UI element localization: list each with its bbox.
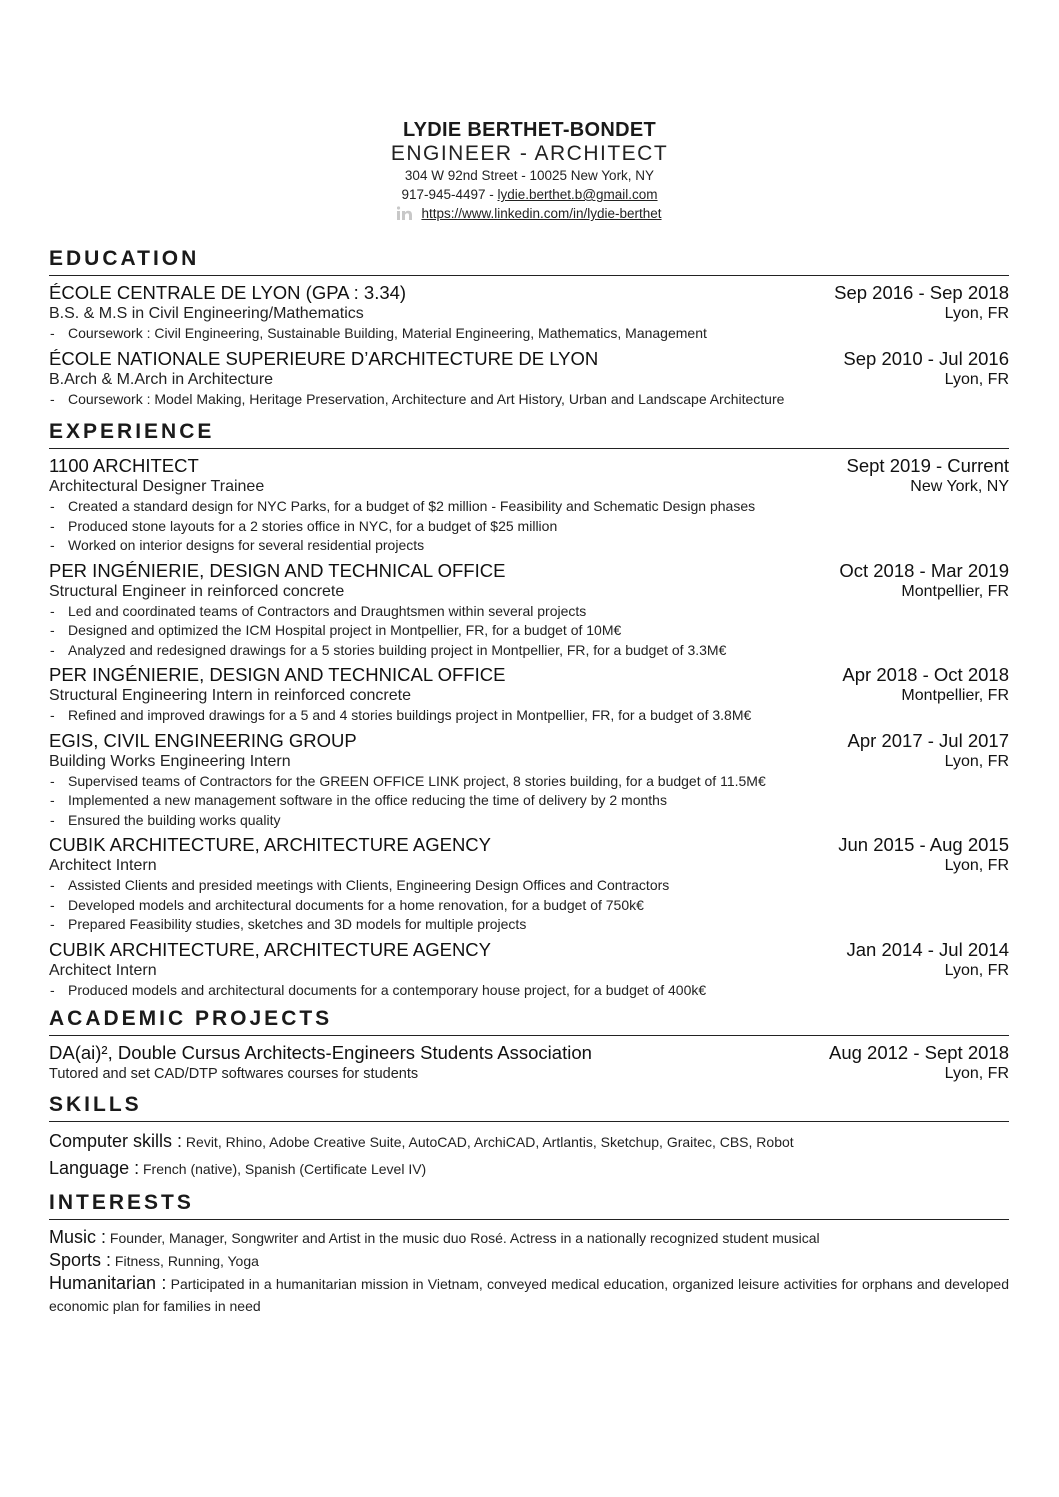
music-label: Music : xyxy=(49,1227,107,1247)
bullet-item: - Supervised teams of Contractors for the GREEN OFFICE LINK project, 8 stories building, for a budget of 11.5M€ xyxy=(49,772,1009,792)
company-name: PER INGÉNIERIE, DESIGN AND TECHNICAL OFFICE xyxy=(49,559,506,581)
entry-dates: Sep 2010 - Jul 2016 xyxy=(843,347,1009,369)
humanitarian-value: Participated in a humanitarian mission in Vietnam, conveyed medical education, organized leisure activities for orphans and developed economic plan for families in need xyxy=(49,1276,1010,1314)
education-entry xyxy=(49,348,1009,410)
entry-dates: Sept 2019 - Current xyxy=(846,455,1009,476)
entry-location: New York, NY xyxy=(910,478,1009,495)
address: 304 W 92nd Street - 10025 New York, NY xyxy=(404,168,655,183)
entry-location: Lyon, FR xyxy=(944,305,1009,322)
language-label: Language : xyxy=(49,1158,140,1178)
linkedin-icon xyxy=(397,206,413,220)
project-description: Tutored and set CAD/DTP softwares courses for students xyxy=(49,1066,419,1082)
bullet-item: - Assisted Clients and presided meetings with Clients, Engineering Design Offices and Contractors xyxy=(49,876,1009,896)
bullet-item: - Worked on interior designs for several residential projects xyxy=(49,536,1009,556)
interests-heading: INTERESTS xyxy=(49,1190,1009,1220)
entry-location: Montpellier, FR xyxy=(901,687,1009,704)
entry-dates: Jan 2014 - Jul 2014 xyxy=(846,938,1009,960)
education-entry xyxy=(49,282,1009,344)
linkedin-line xyxy=(0,204,1059,223)
language-value: French (native), Spanish (Certificate Level IV) xyxy=(142,1161,427,1177)
entry-location: Lyon, FR xyxy=(944,752,1009,770)
phone: 917-945-4497 xyxy=(401,187,486,202)
project-name: DA(ai)², Double Cursus Architects-Engineers Students Association xyxy=(49,1042,592,1063)
bullet-item: - Analyzed and redesigned drawings for a 5 stories building project in Montpellier, FR, for a budget of 3.3M€ xyxy=(49,641,1009,661)
job-title: Architectural Designer Trainee xyxy=(49,478,265,495)
entry-dates: Sep 2016 - Sep 2018 xyxy=(834,282,1009,303)
interest-music xyxy=(49,1226,1009,1249)
entry-location: Lyon, FR xyxy=(944,857,1009,874)
entry-location: Montpellier, FR xyxy=(901,582,1009,600)
experience-heading: EXPERIENCE xyxy=(49,419,1009,449)
entry-dates: Apr 2018 - Oct 2018 xyxy=(842,664,1009,685)
computer-skills-label: Computer skills : xyxy=(49,1131,183,1151)
bullet-item: - Produced stone layouts for a 2 stories office in NYC, for a budget of $25 million xyxy=(49,517,1009,537)
entry-dates: Aug 2012 - Sept 2018 xyxy=(828,1042,1009,1063)
computer-skills xyxy=(49,1128,1009,1155)
experience-entry xyxy=(49,834,1009,935)
humanitarian-label: Humanitarian : xyxy=(49,1273,167,1293)
education-heading: EDUCATION xyxy=(49,246,1009,276)
school-name: ÉCOLE CENTRALE DE LYON (GPA : 3.34) xyxy=(49,282,407,303)
entry-dates: Jun 2015 - Aug 2015 xyxy=(838,834,1009,855)
email-link[interactable]: lydie.berthet.b@gmail.com xyxy=(497,187,658,202)
bullet-item: - Implemented a new management software in the office reducing the time of delivery by 2 months xyxy=(49,791,1009,811)
experience-entry xyxy=(49,664,1009,726)
company-name: CUBIK ARCHITECTURE, ARCHITECTURE AGENCY xyxy=(49,938,492,960)
entry-dates: Oct 2018 - Mar 2019 xyxy=(839,559,1009,581)
company-name: CUBIK ARCHITECTURE, ARCHITECTURE AGENCY xyxy=(49,834,492,855)
job-title: Structural Engineer in reinforced concrete xyxy=(49,582,345,600)
company-name: 1100 ARCHITECT xyxy=(49,455,199,476)
phone-email-line xyxy=(0,185,1059,204)
linkedin-link[interactable]: https://www.linkedin.com/in/lydie-berthet xyxy=(421,206,662,221)
entry-location: Lyon, FR xyxy=(944,370,1009,388)
skills-heading: SKILLS xyxy=(49,1092,1009,1122)
sports-value: Fitness, Running, Yoga xyxy=(114,1253,259,1269)
job-title: Architect Intern xyxy=(49,857,157,874)
resume-header xyxy=(0,118,1059,223)
bullet-item: - Developed models and architectural documents for a home renovation, for a budget of 750k€ xyxy=(49,896,1009,916)
experience-entry xyxy=(49,560,1009,661)
interest-sports xyxy=(49,1249,1009,1272)
bullet-item: - Refined and improved drawings for a 5 and 4 stories buildings project in Montpellier, FR, for a budget of 3.8M€ xyxy=(49,706,1009,726)
job-title: Structural Engineering Intern in reinforced concrete xyxy=(49,687,411,704)
bullet-item: - Coursework : Civil Engineering, Sustainable Building, Material Engineering, Mathematics, Management xyxy=(49,324,1009,344)
degree: B.Arch & M.Arch in Architecture xyxy=(49,370,274,388)
bullet-item: - Led and coordinated teams of Contractors and Draughtsmen within several projects xyxy=(49,602,1009,622)
language-skills xyxy=(49,1155,1009,1182)
degree: B.S. & M.S in Civil Engineering/Mathematics xyxy=(49,305,364,322)
candidate-name: LYDIE BERTHET-BONDET xyxy=(402,119,657,141)
bullet-item: - Produced models and architectural documents for a contemporary house project, for a budget of 400k€ xyxy=(49,981,1009,1001)
phone-separator: - xyxy=(485,187,498,202)
resume-body xyxy=(49,242,1009,1317)
bullet-item: - Coursework : Model Making, Heritage Preservation, Architecture and Art History, Urban and Landscape Architecture xyxy=(49,390,1009,410)
entry-location: Lyon, FR xyxy=(944,1065,1009,1082)
bullet-item: - Created a standard design for NYC Parks, for a budget of $2 million - Feasibility and Schematic Design phases xyxy=(49,497,1009,517)
company-name: PER INGÉNIERIE, DESIGN AND TECHNICAL OFFICE xyxy=(49,664,506,685)
academic-projects-heading: ACADEMIC PROJECTS xyxy=(49,1006,1009,1036)
job-title: Architect Intern xyxy=(49,961,157,979)
computer-skills-value: Revit, Rhino, Adobe Creative Suite, AutoCAD, ArchiCAD, Artlantis, Sketchup, Graitec, CBS, Robot xyxy=(185,1134,794,1150)
company-name: EGIS, CIVIL ENGINEERING GROUP xyxy=(49,729,357,751)
experience-entry xyxy=(49,939,1009,1001)
experience-entry xyxy=(49,455,1009,556)
sports-label: Sports : xyxy=(49,1250,112,1270)
bullet-item: - Prepared Feasibility studies, sketches and 3D models for multiple projects xyxy=(49,915,1009,935)
experience-entry xyxy=(49,730,1009,831)
bullet-item: - Designed and optimized the ICM Hospital project in Montpellier, FR, for a budget of 10M€ xyxy=(49,621,1009,641)
candidate-role: ENGINEER - ARCHITECT xyxy=(390,142,669,165)
entry-location: Lyon, FR xyxy=(944,961,1009,979)
music-value: Founder, Manager, Songwriter and Artist in the music duo Rosé. Actress in a nationally recognized student musical xyxy=(109,1230,820,1246)
interest-humanitarian xyxy=(49,1272,1009,1317)
school-name: ÉCOLE NATIONALE SUPERIEURE D’ARCHITECTURE DE LYON xyxy=(49,347,599,369)
academic-entry xyxy=(49,1042,1009,1084)
job-title: Building Works Engineering Intern xyxy=(49,752,291,770)
entry-dates: Apr 2017 - Jul 2017 xyxy=(847,729,1009,751)
bullet-item: - Ensured the building works quality xyxy=(49,811,1009,831)
